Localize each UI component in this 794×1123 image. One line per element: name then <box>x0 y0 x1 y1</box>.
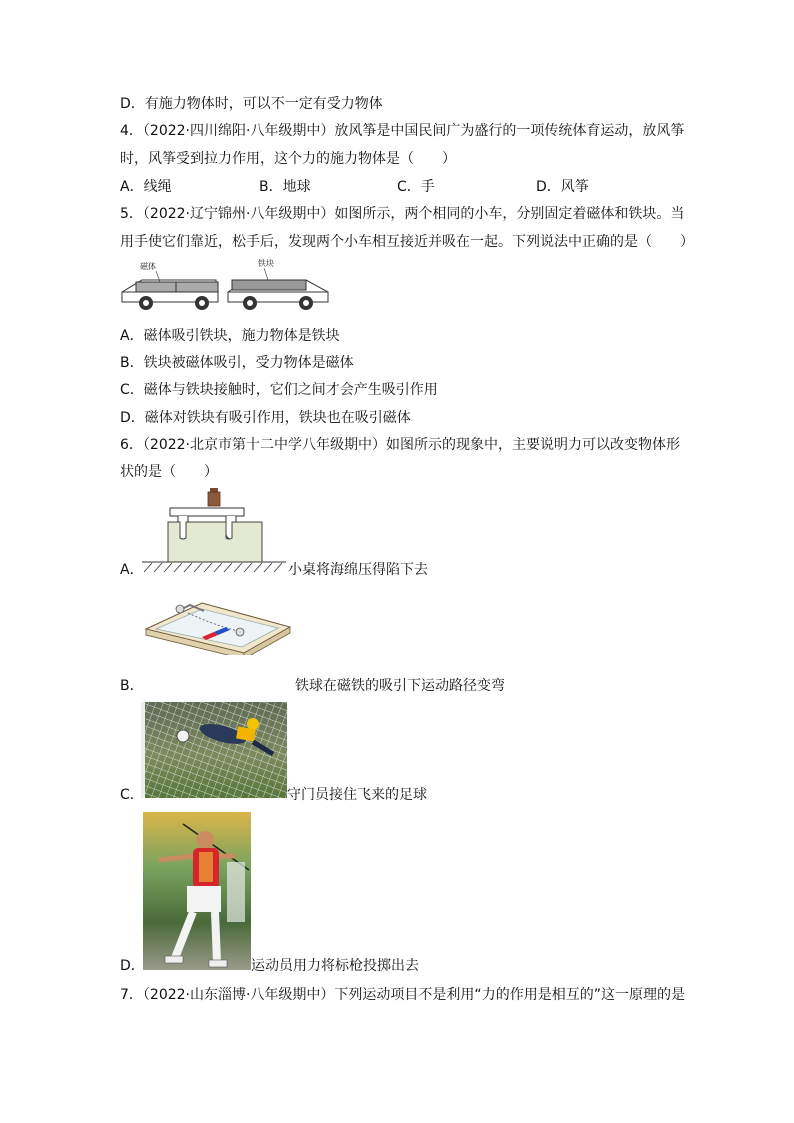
ball-magnet-tray-figure <box>144 597 292 655</box>
javelin-thrower-photo <box>143 812 251 970</box>
table-on-sponge-figure <box>140 486 288 574</box>
iron-cart <box>228 280 328 310</box>
q5-stem-line1: 5．（2022·辽宁锦州·八年级期中）如图所示，两个相同的小车，分别固定着磁体和铁块。当 <box>120 206 685 222</box>
steel-ball-end <box>236 628 244 636</box>
q4-option-b: B．地球 <box>259 179 311 195</box>
magnet-cart <box>122 280 218 310</box>
q7-stem-line1: 7．（2022·山东淄博·八年级期中）下列运动项目不是利用“力的作用是相互的”这一原理的是 <box>120 987 685 1003</box>
q3-option-d: D．有施力物体时，可以不一定有受力物体 <box>120 96 383 112</box>
q6-option-c-letter: C． <box>120 787 144 803</box>
q6-stem-line2: 状的是（ ） <box>120 464 218 480</box>
weight-icon <box>208 492 220 506</box>
q5-option-b: B．铁块被磁体吸引，受力物体是磁体 <box>120 355 354 371</box>
magnet-label: 磁体 <box>140 262 156 271</box>
q4-option-a: A．线绳 <box>120 179 172 195</box>
q6-option-d-caption: 运动员用力将标枪投掷出去 <box>251 958 419 974</box>
q4-stem-line1: 4．（2022·四川绵阳·八年级期中）放风筝是中国民间广为盛行的一项传统体育运动，放风筝 <box>120 123 685 139</box>
iron-block <box>232 280 306 290</box>
q6-option-b-letter: B． <box>120 678 144 694</box>
q5-stem-line2: 用手使它们靠近，松手后，发现两个小车相互接近并吸在一起。下列说法中正确的是（ ） <box>120 234 694 250</box>
q6-option-a-letter: A． <box>120 562 144 578</box>
steel-ball-start <box>176 605 184 613</box>
q6-option-c-caption: 守门员接住飞来的足球 <box>287 787 427 803</box>
q6-stem-line1: 6．（2022·北京市第十二中学八年级期中）如图所示的现象中，主要说明力可以改变物体形 <box>120 437 680 453</box>
q5-option-d: D．磁体对铁块有吸引作用，铁块也在吸引磁体 <box>120 410 411 426</box>
q4-option-c: C．手 <box>397 179 435 195</box>
q5-option-a: A．磁体吸引铁块，施力物体是铁块 <box>120 328 340 344</box>
q6-option-b-caption: 铁球在磁铁的吸引下运动路径变弯 <box>295 678 505 694</box>
q4-option-d: D．风筝 <box>536 179 589 195</box>
q4-stem-line2: 时，风筝受到拉力作用，这个力的施力物体是（ ） <box>120 151 456 167</box>
iron-label: 铁块 <box>258 259 274 268</box>
magnet-bar <box>136 282 218 292</box>
table-top <box>170 508 244 516</box>
q5-option-c: C．磁体与铁块接触时，它们之间才会产生吸引作用 <box>120 382 438 398</box>
football-icon <box>177 730 189 742</box>
q5-carts-figure <box>118 256 332 316</box>
q6-option-a-caption: 小桌将海绵压得陷下去 <box>288 562 428 578</box>
q6-option-d-letter: D． <box>120 958 145 974</box>
goalkeeper-photo <box>141 702 287 798</box>
